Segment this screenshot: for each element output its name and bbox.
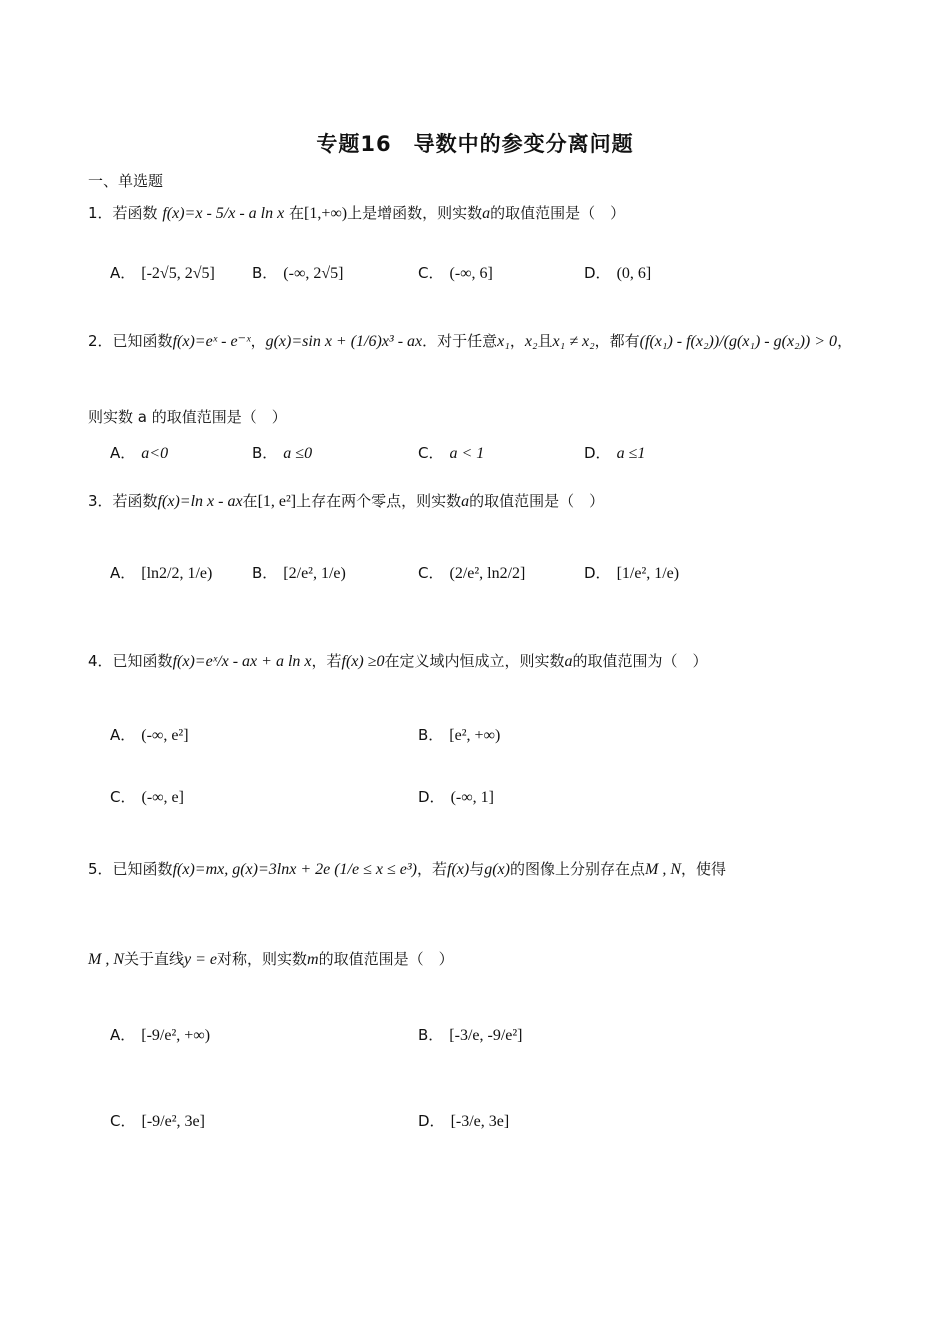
option-a[interactable]: A． [ln2/2, 1/e): [110, 564, 213, 582]
option-value: (-∞, 2√5]: [283, 265, 344, 282]
function-formula: f(x)=x - 5/x - a ln x: [162, 205, 285, 222]
option-c[interactable]: C． (-∞, 6]: [418, 264, 493, 282]
option-b[interactable]: B． [e², +∞): [418, 726, 501, 744]
question-5: 5．已知函数f(x)=mx, g(x)=3lnx + 2e (1/e ≤ x ≤ e³)，若f(x)与g(x)的图像上分别存在点M , N，使得: [88, 860, 727, 878]
question-4: 4．已知函数f(x)=eˣ/x - ax + a ln x，若f(x) ≥0在定义域内恒成立，则实数a的取值范围为（ ）: [88, 652, 708, 670]
option-value: (0, 6]: [616, 265, 652, 282]
function-formula: f(x)=ln x - ax: [157, 493, 243, 510]
option-d[interactable]: D． a ≤1: [584, 444, 646, 462]
option-c[interactable]: C． (2/e², ln2/2]: [418, 564, 526, 582]
option-b[interactable]: B． [2/e², 1/e): [252, 564, 346, 582]
variable: a: [482, 205, 491, 222]
option-b[interactable]: B． [-3/e, -9/e²]: [418, 1026, 523, 1044]
option-c[interactable]: C． (-∞, e]: [110, 788, 184, 806]
option-a[interactable]: A． (-∞, e²]: [110, 726, 189, 744]
question-number: 3．: [88, 492, 113, 510]
condition: (f(x₁) - f(x₂))/(g(x₁) - g(x₂)) > 0: [639, 333, 838, 350]
option-d[interactable]: D． (0, 6]: [584, 264, 652, 282]
page-title: 专题16 导数中的参变分离问题: [316, 132, 634, 156]
question-number: 1．: [88, 204, 113, 222]
function-g: g(x)=sin x + (1/6)x³ - ax: [265, 333, 423, 350]
question-2-line2: 则实数 a 的取值范围是（ ）: [88, 408, 287, 426]
question-5-line2: M , N关于直线y = e对称，则实数m的取值范围是（ ）: [88, 950, 454, 968]
section-heading: 一、单选题: [88, 172, 164, 190]
question-1: 1．若函数 f(x)=x - 5/x - a ln x 在[1,+∞)上是增函数，则实数a的取值范围是（ ）: [88, 204, 626, 222]
option-b[interactable]: B． a ≤0: [252, 444, 313, 462]
option-d[interactable]: D． [-3/e, 3e]: [418, 1112, 510, 1130]
question-text: 若函数: [112, 204, 158, 222]
option-a[interactable]: A． a<0: [110, 444, 169, 462]
option-value: [-2√5, 2√5]: [141, 265, 215, 282]
option-a[interactable]: A． [-9/e², +∞): [110, 1026, 211, 1044]
function-f: f(x)=eˣ - e⁻ˣ: [172, 333, 251, 350]
option-a[interactable]: A． [-2√5, 2√5]: [110, 264, 215, 282]
option-c[interactable]: C． a < 1: [418, 444, 485, 462]
question-number: 5．: [88, 860, 113, 878]
function-formula: f(x)=mx, g(x)=3lnx + 2e (1/e ≤ x ≤ e³): [172, 861, 417, 878]
question-2: 2．已知函数f(x)=eˣ - e⁻ˣ，g(x)=sin x + (1/6)x³ - ax．对于任意x₁，x₂且x₁ ≠ x₂，都有(f(x₁) - f(x₂))/(g(x₁) - g(x₂)) > 0，: [88, 332, 853, 350]
option-d[interactable]: D． (-∞, 1]: [418, 788, 494, 806]
interval: [1,+∞): [304, 205, 348, 222]
option-value: (-∞, 6]: [449, 265, 493, 282]
option-d[interactable]: D． [1/e², 1/e): [584, 564, 680, 582]
question-number: 4．: [88, 652, 113, 670]
option-b[interactable]: B． (-∞, 2√5]: [252, 264, 344, 282]
function-formula: f(x)=eˣ/x - ax + a ln x: [172, 653, 312, 670]
question-number: 2．: [88, 332, 113, 350]
option-c[interactable]: C． [-9/e², 3e]: [110, 1112, 205, 1130]
question-3: 3．若函数f(x)=ln x - ax在[1, e²]上存在两个零点，则实数a的取值范围是（ ）: [88, 492, 605, 510]
